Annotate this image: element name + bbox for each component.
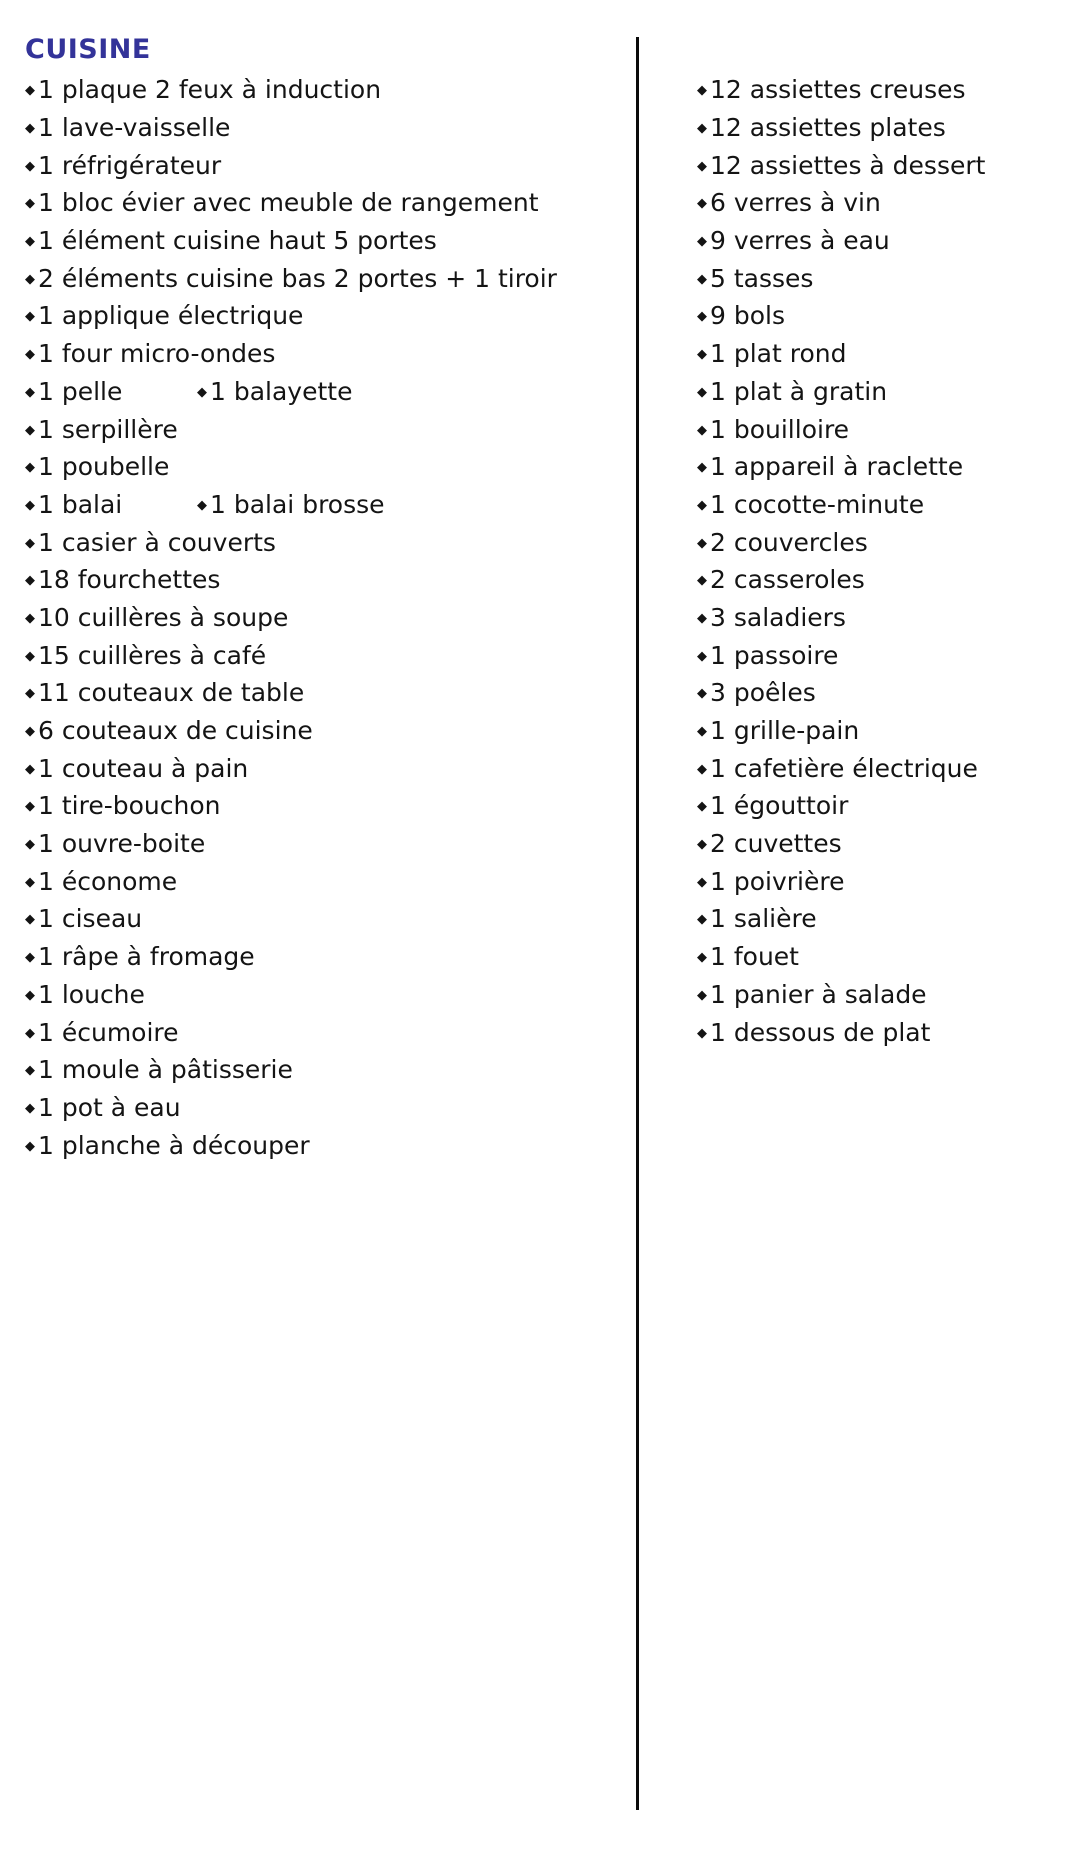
diamond-bullet-icon: ◆ bbox=[697, 422, 707, 438]
item-text: 15 cuillères à café bbox=[38, 640, 267, 670]
diamond-bullet-icon: ◆ bbox=[25, 912, 35, 928]
list-item bbox=[25, 188, 539, 217]
list-row bbox=[25, 938, 625, 976]
item-text: 10 cuillères à soupe bbox=[38, 602, 289, 632]
diamond-bullet-icon: ◆ bbox=[197, 497, 207, 513]
list-row bbox=[25, 1013, 625, 1051]
item-text: 1 ciseau bbox=[38, 904, 143, 934]
item-text: 1 tire-bouchon bbox=[38, 791, 221, 821]
list-row bbox=[25, 184, 625, 222]
item-text: 1 râpe à fromage bbox=[38, 942, 255, 972]
list-row bbox=[25, 71, 625, 109]
list-item bbox=[697, 188, 881, 217]
list-item bbox=[25, 1093, 181, 1122]
diamond-bullet-icon: ◆ bbox=[697, 1025, 707, 1041]
diamond-bullet-icon: ◆ bbox=[697, 610, 707, 626]
item-text: 6 verres à vin bbox=[710, 188, 881, 218]
list-item bbox=[697, 339, 846, 368]
list-item bbox=[697, 829, 842, 858]
list-row bbox=[25, 825, 625, 863]
item-text: 1 casier à couverts bbox=[38, 527, 276, 557]
item-text: 1 ouvre-boite bbox=[38, 829, 206, 859]
list-row bbox=[25, 636, 625, 674]
item-text: 1 plat à gratin bbox=[710, 376, 888, 406]
item-text: 1 cocotte-minute bbox=[710, 489, 925, 519]
diamond-bullet-icon: ◆ bbox=[697, 271, 707, 287]
item-text: 1 pelle bbox=[38, 376, 123, 406]
item-text: 2 éléments cuisine bas 2 portes + 1 tiroir bbox=[38, 263, 557, 293]
diamond-bullet-icon: ◆ bbox=[697, 497, 707, 513]
item-text: 1 élément cuisine haut 5 portes bbox=[38, 226, 437, 256]
item-text: 1 plaque 2 feux à induction bbox=[38, 75, 382, 105]
list-item bbox=[697, 716, 859, 745]
item-text: 1 serpillère bbox=[38, 414, 178, 444]
item-text: 1 balai brosse bbox=[210, 489, 385, 519]
diamond-bullet-icon: ◆ bbox=[697, 121, 707, 137]
item-text: 1 moule à pâtisserie bbox=[38, 1055, 293, 1085]
list-row bbox=[25, 749, 625, 787]
list-row bbox=[697, 410, 1077, 448]
item-text: 12 assiettes plates bbox=[710, 113, 946, 143]
list-row bbox=[25, 1126, 625, 1164]
diamond-bullet-icon: ◆ bbox=[697, 83, 707, 99]
list-row bbox=[25, 259, 625, 297]
diamond-bullet-icon: ◆ bbox=[697, 799, 707, 815]
list-row bbox=[25, 297, 625, 335]
list-row bbox=[697, 787, 1077, 825]
list-item bbox=[697, 75, 966, 104]
list-item bbox=[25, 867, 177, 896]
diamond-bullet-icon: ◆ bbox=[25, 1138, 35, 1154]
list-row bbox=[25, 900, 625, 938]
item-text: 1 égouttoir bbox=[710, 791, 849, 821]
diamond-bullet-icon: ◆ bbox=[197, 384, 207, 400]
list-item bbox=[697, 377, 887, 406]
diamond-bullet-icon: ◆ bbox=[25, 196, 35, 212]
list-item bbox=[25, 678, 304, 707]
item-text: 1 réfrigérateur bbox=[38, 150, 222, 180]
list-row bbox=[25, 109, 625, 147]
item-text: 1 applique électrique bbox=[38, 301, 304, 331]
page-title: CUISINE bbox=[25, 34, 151, 65]
diamond-bullet-icon: ◆ bbox=[25, 724, 35, 740]
diamond-bullet-icon: ◆ bbox=[25, 347, 35, 363]
item-text: 1 plat rond bbox=[710, 339, 847, 369]
list-item bbox=[197, 490, 385, 519]
diamond-bullet-icon: ◆ bbox=[697, 950, 707, 966]
list-row bbox=[697, 561, 1077, 599]
list-row bbox=[697, 599, 1077, 637]
list-row bbox=[697, 825, 1077, 863]
diamond-bullet-icon: ◆ bbox=[25, 610, 35, 626]
item-text: 1 bloc évier avec meuble de rangement bbox=[38, 188, 539, 218]
list-row bbox=[697, 259, 1077, 297]
item-text: 1 panier à salade bbox=[710, 979, 927, 1009]
diamond-bullet-icon: ◆ bbox=[25, 950, 35, 966]
list-item bbox=[697, 678, 816, 707]
list-item bbox=[697, 641, 838, 670]
list-item bbox=[697, 1018, 930, 1047]
list-item bbox=[697, 226, 890, 255]
list-item bbox=[25, 791, 220, 820]
item-text: 1 louche bbox=[38, 979, 145, 1009]
list-item bbox=[25, 1018, 179, 1047]
item-text: 1 grille-pain bbox=[710, 716, 860, 746]
diamond-bullet-icon: ◆ bbox=[25, 987, 35, 1003]
list-row bbox=[697, 674, 1077, 712]
list-row bbox=[25, 410, 625, 448]
list-row bbox=[697, 448, 1077, 486]
list-item bbox=[25, 980, 145, 1009]
diamond-bullet-icon: ◆ bbox=[697, 535, 707, 551]
list-row bbox=[697, 335, 1077, 373]
diamond-bullet-icon: ◆ bbox=[25, 1025, 35, 1041]
item-text: 11 couteaux de table bbox=[38, 678, 305, 708]
item-text: 12 assiettes creuses bbox=[710, 75, 966, 105]
item-text: 1 lave-vaisselle bbox=[38, 113, 231, 143]
item-text: 1 bouilloire bbox=[710, 414, 850, 444]
list-item bbox=[25, 264, 557, 293]
diamond-bullet-icon: ◆ bbox=[25, 874, 35, 890]
diamond-bullet-icon: ◆ bbox=[25, 1063, 35, 1079]
diamond-bullet-icon: ◆ bbox=[697, 686, 707, 702]
item-text: 1 appareil à raclette bbox=[710, 452, 964, 482]
list-item bbox=[25, 829, 205, 858]
item-text: 9 verres à eau bbox=[710, 226, 890, 256]
list-item bbox=[697, 565, 865, 594]
list-row bbox=[25, 976, 625, 1014]
list-row bbox=[697, 184, 1077, 222]
diamond-bullet-icon: ◆ bbox=[25, 648, 35, 664]
item-text: 1 poubelle bbox=[38, 452, 170, 482]
list-row bbox=[697, 749, 1077, 787]
list-row bbox=[697, 636, 1077, 674]
item-text: 2 couvercles bbox=[710, 527, 868, 557]
list-item bbox=[25, 716, 313, 745]
diamond-bullet-icon: ◆ bbox=[25, 1100, 35, 1116]
item-text: 1 dessous de plat bbox=[710, 1017, 931, 1047]
item-text: 1 couteau à pain bbox=[38, 753, 249, 783]
list-item bbox=[25, 339, 275, 368]
item-text: 1 cafetière électrique bbox=[710, 753, 978, 783]
list-item bbox=[697, 490, 924, 519]
list-item bbox=[25, 1131, 310, 1160]
list-item bbox=[697, 113, 946, 142]
list-item bbox=[25, 490, 197, 519]
list-item bbox=[25, 754, 248, 783]
list-row bbox=[697, 109, 1077, 147]
list-row bbox=[25, 561, 625, 599]
list-item bbox=[697, 904, 817, 933]
diamond-bullet-icon: ◆ bbox=[697, 648, 707, 664]
diamond-bullet-icon: ◆ bbox=[697, 384, 707, 400]
list-item bbox=[697, 791, 848, 820]
list-row bbox=[25, 222, 625, 260]
diamond-bullet-icon: ◆ bbox=[25, 686, 35, 702]
list-row bbox=[697, 222, 1077, 260]
item-text: 1 balayette bbox=[210, 376, 353, 406]
diamond-bullet-icon: ◆ bbox=[25, 799, 35, 815]
list-item bbox=[25, 452, 169, 481]
list-item bbox=[697, 754, 978, 783]
diamond-bullet-icon: ◆ bbox=[25, 158, 35, 174]
list-row bbox=[25, 146, 625, 184]
list-row bbox=[25, 448, 625, 486]
diamond-bullet-icon: ◆ bbox=[25, 837, 35, 853]
diamond-bullet-icon: ◆ bbox=[697, 309, 707, 325]
list-item bbox=[25, 565, 220, 594]
list-row bbox=[697, 486, 1077, 524]
diamond-bullet-icon: ◆ bbox=[697, 987, 707, 1003]
list-row bbox=[25, 712, 625, 750]
item-text: 1 poivrière bbox=[710, 866, 845, 896]
list-item bbox=[697, 264, 813, 293]
list-item bbox=[25, 113, 230, 142]
item-text: 2 casseroles bbox=[710, 565, 865, 595]
item-text: 1 pot à eau bbox=[38, 1092, 181, 1122]
list-row bbox=[697, 71, 1077, 109]
item-text: 3 saladiers bbox=[710, 602, 846, 632]
list-row bbox=[697, 900, 1077, 938]
diamond-bullet-icon: ◆ bbox=[25, 573, 35, 589]
diamond-bullet-icon: ◆ bbox=[697, 347, 707, 363]
list-item bbox=[25, 1055, 293, 1084]
list-item bbox=[25, 151, 221, 180]
item-text: 5 tasses bbox=[710, 263, 814, 293]
diamond-bullet-icon: ◆ bbox=[25, 234, 35, 250]
diamond-bullet-icon: ◆ bbox=[25, 460, 35, 476]
list-item bbox=[697, 867, 844, 896]
item-text: 2 cuvettes bbox=[710, 829, 842, 859]
item-text: 1 passoire bbox=[710, 640, 839, 670]
diamond-bullet-icon: ◆ bbox=[25, 497, 35, 513]
left-column bbox=[25, 71, 625, 1164]
item-text: 12 assiettes à dessert bbox=[710, 150, 986, 180]
item-text: 9 bols bbox=[710, 301, 785, 331]
diamond-bullet-icon: ◆ bbox=[697, 761, 707, 777]
item-text: 1 économe bbox=[38, 866, 178, 896]
list-item bbox=[25, 226, 437, 255]
diamond-bullet-icon: ◆ bbox=[25, 422, 35, 438]
list-row bbox=[25, 1051, 625, 1089]
item-text: 18 fourchettes bbox=[38, 565, 221, 595]
diamond-bullet-icon: ◆ bbox=[697, 460, 707, 476]
diamond-bullet-icon: ◆ bbox=[697, 724, 707, 740]
list-row bbox=[25, 1089, 625, 1127]
list-row bbox=[697, 862, 1077, 900]
list-row bbox=[697, 373, 1077, 411]
list-row bbox=[25, 674, 625, 712]
list-row bbox=[25, 862, 625, 900]
diamond-bullet-icon: ◆ bbox=[697, 573, 707, 589]
list-row bbox=[25, 486, 625, 524]
list-row bbox=[25, 599, 625, 637]
list-item bbox=[25, 415, 178, 444]
diamond-bullet-icon: ◆ bbox=[697, 196, 707, 212]
list-row bbox=[697, 712, 1077, 750]
diamond-bullet-icon: ◆ bbox=[25, 384, 35, 400]
list-item bbox=[697, 528, 868, 557]
list-item bbox=[697, 980, 927, 1009]
list-item bbox=[697, 151, 985, 180]
item-text: 6 couteaux de cuisine bbox=[38, 716, 313, 746]
diamond-bullet-icon: ◆ bbox=[25, 309, 35, 325]
list-row bbox=[697, 297, 1077, 335]
list-item bbox=[697, 603, 846, 632]
list-item bbox=[25, 603, 288, 632]
list-item bbox=[25, 528, 276, 557]
diamond-bullet-icon: ◆ bbox=[25, 271, 35, 287]
list-item bbox=[697, 301, 785, 330]
diamond-bullet-icon: ◆ bbox=[697, 158, 707, 174]
list-row bbox=[697, 938, 1077, 976]
diamond-bullet-icon: ◆ bbox=[697, 837, 707, 853]
item-text: 1 balai bbox=[38, 489, 123, 519]
diamond-bullet-icon: ◆ bbox=[25, 121, 35, 137]
list-item bbox=[197, 377, 352, 406]
diamond-bullet-icon: ◆ bbox=[25, 535, 35, 551]
list-row bbox=[697, 146, 1077, 184]
column-divider bbox=[636, 37, 639, 1810]
list-row bbox=[25, 787, 625, 825]
list-row bbox=[25, 373, 625, 411]
diamond-bullet-icon: ◆ bbox=[697, 234, 707, 250]
diamond-bullet-icon: ◆ bbox=[25, 761, 35, 777]
list-row bbox=[25, 523, 625, 561]
list-item bbox=[25, 641, 266, 670]
list-row bbox=[697, 976, 1077, 1014]
item-text: 1 fouet bbox=[710, 942, 799, 972]
list-item bbox=[25, 377, 197, 406]
diamond-bullet-icon: ◆ bbox=[25, 83, 35, 99]
list-item bbox=[25, 942, 255, 971]
list-row bbox=[697, 523, 1077, 561]
list-item bbox=[25, 75, 381, 104]
item-text: 1 écumoire bbox=[38, 1017, 179, 1047]
list-row bbox=[697, 1013, 1077, 1051]
list-item bbox=[25, 301, 303, 330]
item-text: 3 poêles bbox=[710, 678, 816, 708]
item-text: 1 four micro-ondes bbox=[38, 339, 276, 369]
list-item bbox=[25, 904, 142, 933]
item-text: 1 salière bbox=[710, 904, 817, 934]
right-column bbox=[697, 71, 1077, 1051]
diamond-bullet-icon: ◆ bbox=[697, 874, 707, 890]
item-text: 1 planche à découper bbox=[38, 1130, 310, 1160]
list-row bbox=[25, 335, 625, 373]
list-item bbox=[697, 415, 849, 444]
list-item bbox=[697, 942, 799, 971]
diamond-bullet-icon: ◆ bbox=[697, 912, 707, 928]
list-item bbox=[697, 452, 963, 481]
